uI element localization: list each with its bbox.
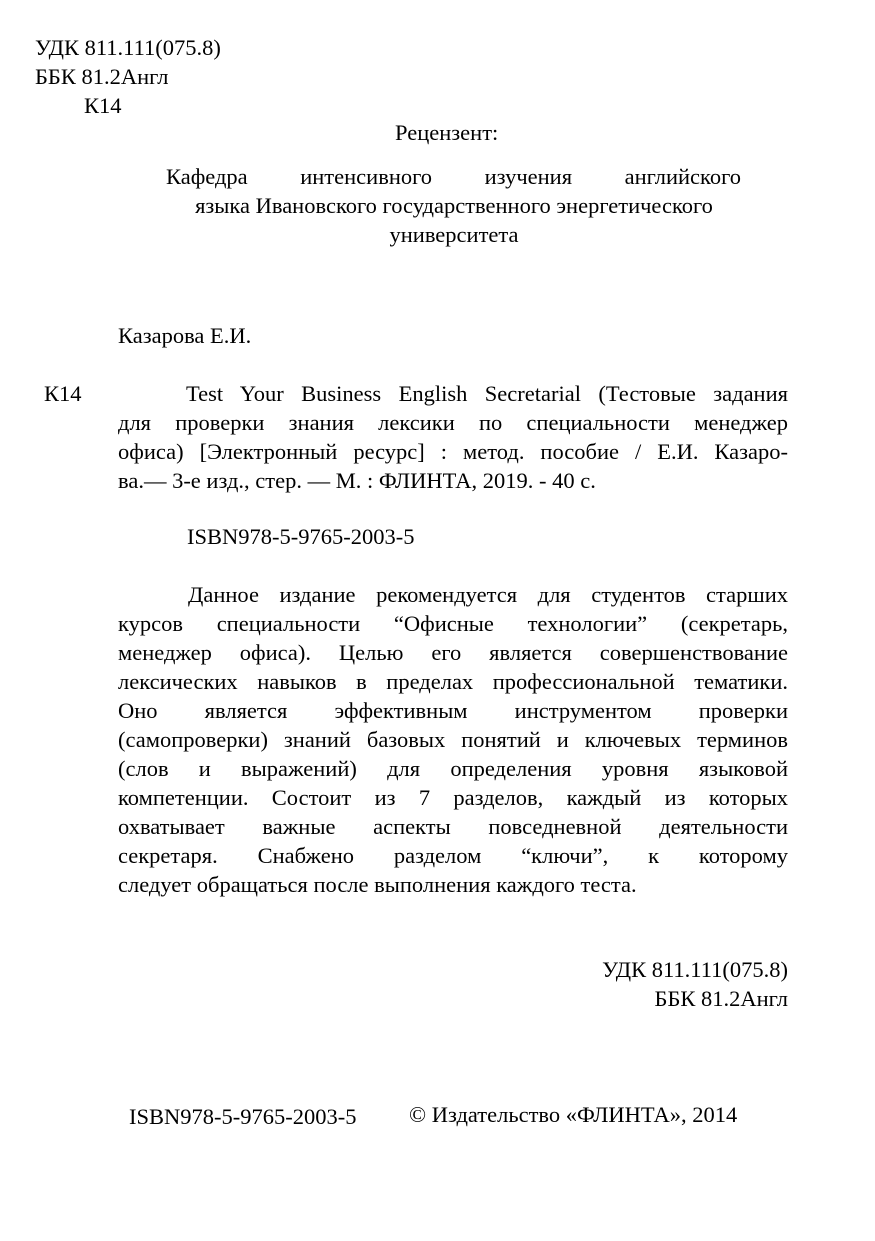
annotation-line: (слов и выражений) для определения уровня языковой [118, 756, 788, 781]
catalog-entry [118, 379, 788, 495]
copyright: © Издательство «ФЛИНТА», 2014 [409, 1102, 738, 1127]
footer-codes [602, 955, 788, 1013]
annotation-line: следует обращаться после выполнения каждого теста. [118, 872, 637, 897]
udk-code: УДК 811.111(075.8) [35, 35, 221, 60]
catalog-line: офиса) [Электронный ресурс] : метод. пособие / Е.И. Казаро- [118, 439, 788, 464]
author-name: Казарова Е.И. [118, 323, 252, 348]
annotation-line: Оно является эффективным инструментом проверки [118, 698, 788, 723]
annotation-line: охватывает важные аспекты повседневной деятельности [118, 814, 788, 839]
isbn: ISBN978-5-9765-2003-5 [187, 524, 415, 549]
reviewer-label: Рецензент: [395, 120, 499, 145]
annotation [118, 580, 788, 899]
reviewer-line: Кафедра интенсивного изучения английского [166, 164, 741, 189]
annotation-line: лексических навыков в пределах профессиональной тематики. [118, 669, 788, 694]
reviewer-line: университета [389, 222, 519, 247]
author-mark: К14 [84, 93, 122, 118]
footer-udk: УДК 811.111(075.8) [602, 957, 788, 982]
annotation-line: курсов специальности “Офисные технологии” (секретарь, [118, 611, 788, 636]
catalog-line: Test Your Business English Secretarial (Тестовые задания [186, 381, 788, 406]
reviewer-line: языка Ивановского государственного энергетического [195, 193, 713, 218]
annotation-line: менеджер офиса). Целью его является совершенствование [118, 640, 788, 665]
annotation-line: Данное издание рекомендуется для студентов старших [188, 582, 788, 607]
footer-isbn: ISBN978-5-9765-2003-5 [129, 1104, 357, 1129]
bbk-code: ББК 81.2Англ [35, 64, 169, 89]
annotation-line: компетенции. Состоит из 7 разделов, каждый из которых [118, 785, 788, 810]
catalog-line: для проверки знания лексики по специальности менеджер [118, 410, 788, 435]
catalog-mark: К14 [44, 381, 82, 406]
annotation-line: (самопроверки) знаний базовых понятий и ключевых терминов [118, 727, 788, 752]
reviewer-block [160, 162, 748, 249]
catalog-line: ва.— 3-е изд., стер. — М. : ФЛИНТА, 2019. - 40 с. [118, 468, 596, 493]
footer-bbk: ББК 81.2Англ [654, 986, 788, 1011]
annotation-line: секретаря. Снабжено разделом “ключи”, к которому [118, 843, 788, 868]
